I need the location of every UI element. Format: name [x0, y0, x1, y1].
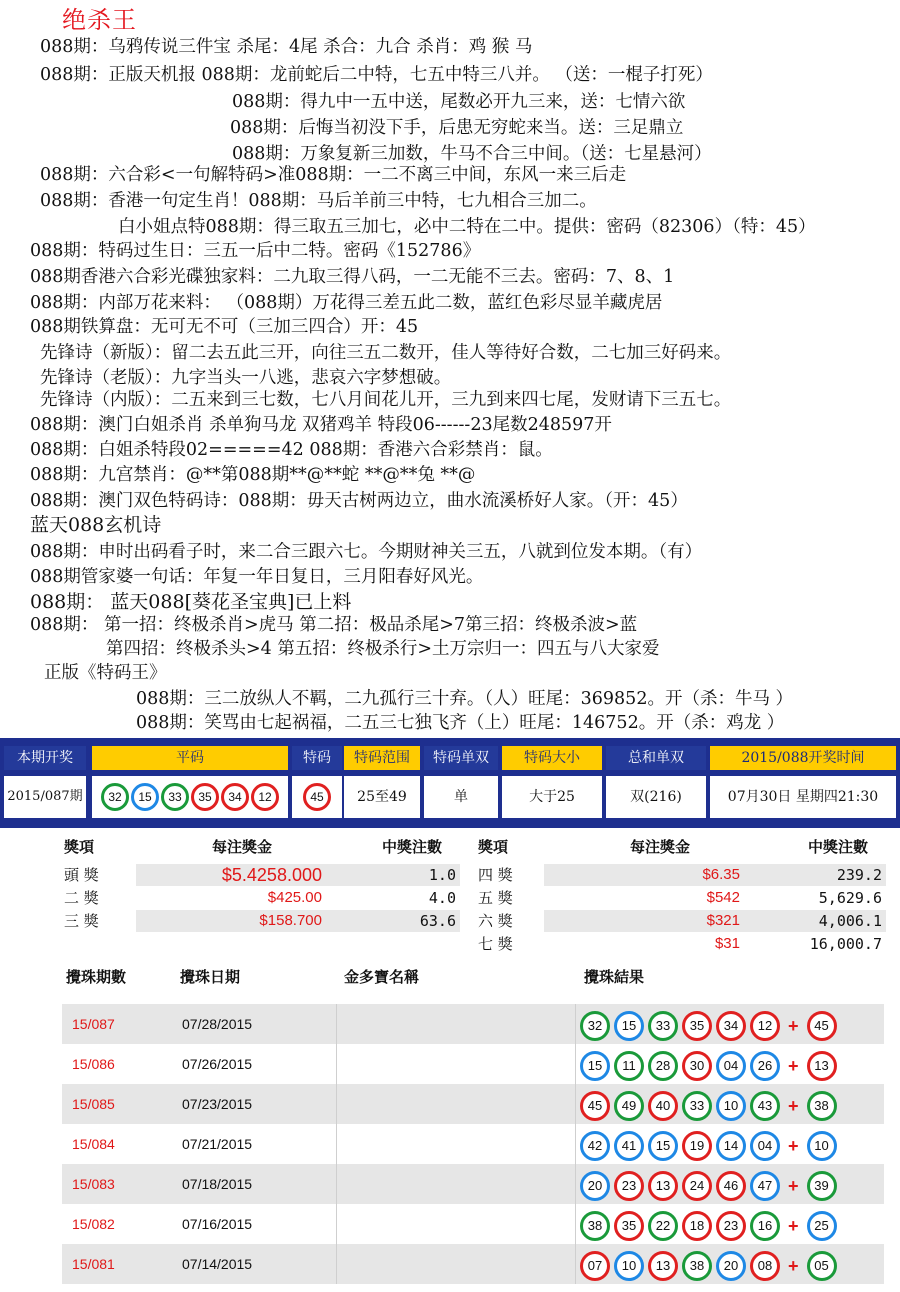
plus-sign: + — [788, 1015, 799, 1036]
prediction-line: 088期：九宫禁肖：@**第088期**@**蛇 **@**兔 **@ — [30, 465, 476, 485]
number-ball: 35 — [682, 1011, 712, 1041]
history-header-id: 攪珠期數 — [66, 968, 127, 986]
prediction-line: 088期：正版天机报 088期：龙前蛇后二中特，七五中特三八并。 （送：一棍子打死） — [40, 65, 713, 85]
draw-result-balls — [580, 1211, 841, 1241]
number-ball: 12 — [251, 783, 279, 811]
history-row — [62, 1044, 884, 1084]
history-row — [62, 1244, 884, 1284]
prize-count: 239.2 — [836, 866, 882, 884]
number-ball: 10 — [807, 1131, 837, 1161]
pool-name-cell — [336, 1004, 576, 1044]
prize-header-amount: 每注獎金 — [212, 838, 273, 856]
number-ball: 33 — [682, 1091, 712, 1121]
prize-amount: $158.700 — [259, 912, 322, 929]
bar-header: 本期开奖 — [4, 746, 86, 770]
number-ball: 10 — [614, 1251, 644, 1281]
prize-count: 1.0 — [428, 866, 456, 884]
number-ball: 11 — [614, 1051, 644, 1081]
prediction-line: 蓝天088玄机诗 — [30, 514, 162, 536]
next-draw-time: 07月30日 星期四21:30 — [710, 776, 896, 818]
number-ball: 26 — [750, 1051, 780, 1081]
number-ball: 15 — [614, 1011, 644, 1041]
plus-sign: + — [788, 1175, 799, 1196]
number-ball: 23 — [614, 1171, 644, 1201]
number-ball: 24 — [682, 1171, 712, 1201]
draw-result-balls — [580, 1051, 841, 1081]
number-ball: 40 — [648, 1091, 678, 1121]
draw-result-balls — [580, 1131, 841, 1161]
number-ball: 38 — [807, 1091, 837, 1121]
number-ball: 15 — [580, 1051, 610, 1081]
bar-header: 总和单双 — [606, 746, 706, 770]
draw-result-balls — [580, 1091, 841, 1121]
draw-id: 15/084 — [72, 1136, 115, 1152]
number-ball: 47 — [750, 1171, 780, 1201]
prediction-line: 088期：乌鸦传说三件宝 杀尾：4尾 杀合：九合 杀肖：鸡 猴 马 — [40, 37, 533, 57]
history-header-result: 攪珠結果 — [584, 968, 645, 986]
draw-date: 07/26/2015 — [182, 1056, 253, 1072]
number-ball: 12 — [750, 1011, 780, 1041]
prediction-line: 088期香港六合彩光碟独家料：二九取三得八码，一二无能不三去。密码：7、8、1 — [30, 267, 675, 287]
prize-table — [0, 836, 900, 956]
draw-id: 15/086 — [72, 1056, 115, 1072]
draw-id: 15/082 — [72, 1216, 115, 1232]
draw-id: 15/087 — [72, 1016, 115, 1032]
number-ball: 49 — [614, 1091, 644, 1121]
pool-name-cell — [336, 1164, 576, 1204]
prediction-line: 088期：万象复新三加数，牛马不合三中间。（送：七星悬河） — [232, 144, 712, 164]
prize-count: 4,006.1 — [818, 912, 882, 930]
number-ball: 15 — [131, 783, 159, 811]
number-ball: 42 — [580, 1131, 610, 1161]
plus-sign: + — [788, 1215, 799, 1236]
prediction-line: 088期：内部万花来料： （088期）万花得三差五此二数，蓝红色彩尽显羊藏虎居 — [30, 293, 663, 313]
number-ball: 18 — [682, 1211, 712, 1241]
prize-header-count: 中獎注數 — [808, 838, 869, 856]
prize-header-count: 中獎注數 — [382, 838, 443, 856]
draw-id: 15/081 — [72, 1256, 115, 1272]
number-ball: 22 — [648, 1211, 678, 1241]
prediction-line: 088期： 蓝天088[葵花圣宝典]已上料 — [30, 591, 352, 613]
draw-date: 07/18/2015 — [182, 1176, 253, 1192]
prize-count: 4.0 — [428, 889, 456, 907]
number-ball: 13 — [807, 1051, 837, 1081]
prize-name: 六 獎 — [478, 912, 513, 930]
prediction-line: 088期：六合彩<一句解特码>准088期：一二不离三中间，东风一来三后走 — [40, 165, 627, 185]
pool-name-cell — [336, 1204, 576, 1244]
prize-count: 5,629.6 — [818, 889, 882, 907]
prediction-line: 088期：三二放纵人不羁，二九孤行三十弃。（人）旺尾：369852。开（杀：牛马 ） — [136, 689, 794, 709]
number-ball: 10 — [716, 1091, 746, 1121]
draw-date: 07/23/2015 — [182, 1096, 253, 1112]
history-header-date: 攪珠日期 — [180, 968, 241, 986]
prize-name: 五 獎 — [478, 889, 513, 907]
prediction-line: 088期：白姐杀特段02=====42 088期：香港六合彩禁肖：鼠。 — [30, 440, 553, 460]
prediction-line: 白小姐点特088期：得三取五三加七，必中二特在二中。提供：密码（82306）（特：45） — [118, 217, 816, 237]
prize-header-amount: 每注獎金 — [630, 838, 691, 856]
draw-id: 15/085 — [72, 1096, 115, 1112]
prediction-line: 088期：香港一句定生肖！088期：马后羊前三中特，七九相合三加二。 — [40, 191, 597, 211]
prize-amount: $542 — [706, 889, 740, 906]
number-ball: 08 — [750, 1251, 780, 1281]
prediction-line: 088期铁算盘：无可无不可（三加三四合）开：45 — [30, 317, 419, 337]
number-ball: 16 — [750, 1211, 780, 1241]
prize-amount: $6.35 — [702, 866, 740, 883]
prediction-line: 088期：后悔当初没下手，后患无穷蛇来当。送：三足鼎立 — [230, 118, 684, 138]
bar-header: 平码 — [92, 746, 288, 770]
number-ball: 45 — [303, 783, 331, 811]
prize-count: 16,000.7 — [809, 935, 882, 953]
number-ball: 15 — [648, 1131, 678, 1161]
prize-amount: $321 — [706, 912, 740, 929]
prize-name: 七 獎 — [478, 935, 513, 953]
number-ball: 23 — [716, 1211, 746, 1241]
prediction-line: 088期： 第一招：终极杀肖>虎马 第二招：极品杀尾>7第三招：终极杀波>蓝 — [30, 615, 638, 635]
prediction-line: 088期：申时出码看子时，来二合三跟六七。今期财神关三五，八就到位发本期。（有） — [30, 542, 703, 562]
prize-header-name: 獎項 — [64, 838, 95, 856]
draw-result-balls — [580, 1171, 841, 1201]
draw-date: 07/16/2015 — [182, 1216, 253, 1232]
prize-amount: $425.00 — [267, 889, 322, 906]
number-ball: 33 — [648, 1011, 678, 1041]
prediction-line: 088期：特码过生日：三五一后中二特。密码《152786》 — [30, 241, 481, 261]
plus-sign: + — [788, 1255, 799, 1276]
number-ball: 46 — [716, 1171, 746, 1201]
prediction-line: 088期管家婆一句话：年复一年日复日，三月阳春好风光。 — [30, 567, 484, 587]
bar-header: 2015/088开奖时间 — [710, 746, 896, 770]
prediction-line: 088期：澳门白姐杀肖 杀单狗马龙 双猪鸡羊 特段06------23尾数248597开 — [30, 415, 612, 435]
plus-sign: + — [788, 1055, 799, 1076]
number-ball: 38 — [580, 1211, 610, 1241]
history-row — [62, 1204, 884, 1244]
prediction-line: 先锋诗（老版）：九字当头一八逃，悲哀六字梦想破。 — [40, 368, 452, 388]
number-ball: 04 — [716, 1051, 746, 1081]
prize-header-name: 獎項 — [478, 838, 509, 856]
prize-amount: $5.4258.000 — [221, 865, 322, 885]
draw-date: 07/14/2015 — [182, 1256, 253, 1272]
prize-name: 頭 獎 — [64, 866, 99, 884]
number-ball: 20 — [580, 1171, 610, 1201]
number-ball: 35 — [614, 1211, 644, 1241]
prediction-line: 先锋诗（新版）：留二去五此三开，向往三五二数开，佳人等待好合数，二七加三好码来。 — [40, 343, 732, 363]
prize-name: 三 獎 — [64, 912, 99, 930]
prediction-line: 088期：澳门双色特码诗：088期：毋天古树两边立，曲水流溪桥好人家。（开：45） — [30, 491, 688, 511]
prediction-line: 088期：得九中一五中送，尾数必开九三来，送：七情六欲 — [232, 92, 686, 112]
history-row — [62, 1124, 884, 1164]
draw-result-bar — [0, 738, 900, 828]
number-ball: 13 — [648, 1251, 678, 1281]
prediction-lines — [0, 36, 900, 736]
history-row — [62, 1164, 884, 1204]
number-ball: 45 — [807, 1011, 837, 1041]
number-ball: 28 — [648, 1051, 678, 1081]
history-header-pool: 金多寶名稱 — [344, 968, 420, 986]
bar-header: 特码单双 — [424, 746, 498, 770]
prize-name: 四 獎 — [478, 866, 513, 884]
number-ball: 38 — [682, 1251, 712, 1281]
sum-odd-even: 双(216) — [606, 776, 706, 818]
prediction-line: 第四招：终极杀头>4 第五招：终极杀行>土万宗归一：四五与八大家爱 — [106, 639, 660, 659]
bar-header: 特码范围 — [344, 746, 420, 770]
number-ball: 30 — [682, 1051, 712, 1081]
history-row — [62, 1084, 884, 1124]
prediction-line: 先锋诗（内版）：二五来到三七数，七八月间花儿开，三九到来四七尾，发财请下三五七。 — [40, 390, 732, 410]
pool-name-cell — [336, 1044, 576, 1084]
special-big-small: 大于25 — [502, 776, 602, 818]
draw-result-balls — [580, 1251, 841, 1281]
number-ball: 34 — [221, 783, 249, 811]
draw-regular-balls — [92, 776, 288, 818]
prize-amount: $31 — [714, 935, 740, 952]
pool-name-cell — [336, 1124, 576, 1164]
prize-name: 二 獎 — [64, 889, 99, 907]
plus-sign: + — [788, 1095, 799, 1116]
number-ball: 05 — [807, 1251, 837, 1281]
number-ball: 25 — [807, 1211, 837, 1241]
number-ball: 33 — [161, 783, 189, 811]
history-row — [62, 1004, 884, 1044]
draw-result-balls — [580, 1011, 841, 1041]
pool-name-cell — [336, 1244, 576, 1284]
bar-header: 特码大小 — [502, 746, 602, 770]
draw-date: 07/28/2015 — [182, 1016, 253, 1032]
draw-date: 07/21/2015 — [182, 1136, 253, 1152]
special-range: 25至49 — [344, 776, 420, 818]
pool-name-cell — [336, 1084, 576, 1124]
number-ball: 07 — [580, 1251, 610, 1281]
number-ball: 19 — [682, 1131, 712, 1161]
bar-header: 特码 — [292, 746, 342, 770]
number-ball: 32 — [101, 783, 129, 811]
prediction-line: 088期：笑骂由七起祸福，二五三七独飞齐（上）旺尾：146752。开（杀：鸡龙 ） — [136, 713, 785, 733]
number-ball: 20 — [716, 1251, 746, 1281]
number-ball: 14 — [716, 1131, 746, 1161]
number-ball: 41 — [614, 1131, 644, 1161]
number-ball: 32 — [580, 1011, 610, 1041]
number-ball: 34 — [716, 1011, 746, 1041]
draw-special-ball — [292, 776, 342, 818]
prediction-line: 正版《特码王》 — [44, 663, 167, 683]
prize-count: 63.6 — [419, 912, 456, 930]
plus-sign: + — [788, 1135, 799, 1156]
page-title: 绝杀王 — [62, 6, 137, 34]
number-ball: 39 — [807, 1171, 837, 1201]
number-ball: 45 — [580, 1091, 610, 1121]
number-ball: 35 — [191, 783, 219, 811]
draw-period: 2015/087期 — [4, 776, 86, 818]
draw-id: 15/083 — [72, 1176, 115, 1192]
number-ball: 04 — [750, 1131, 780, 1161]
number-ball: 13 — [648, 1171, 678, 1201]
number-ball: 43 — [750, 1091, 780, 1121]
special-odd-even: 单 — [424, 776, 498, 818]
